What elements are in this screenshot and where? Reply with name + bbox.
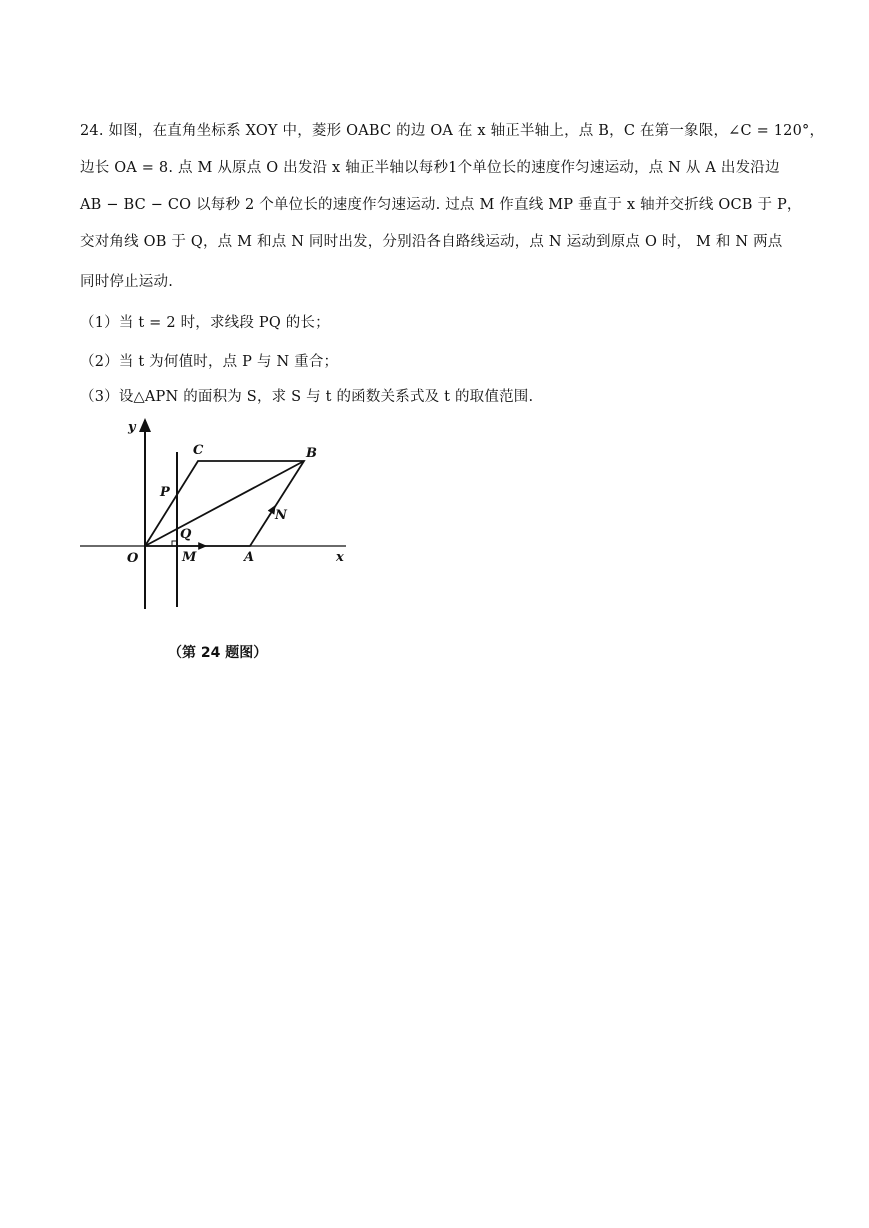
problem-line-1: 24. 如图，在直角坐标系 XOY 中，菱形 OABC 的边 OA 在 x 轴正半轴上，点 B，C 在第一象限，∠C = 120°， [80,123,825,139]
label-B: B [306,446,317,461]
label-O: O [127,551,139,566]
problem-line-3: AB − BC − CO 以每秒 2 个单位长的速度作匀速运动. 过点 M 作直线 MP 垂直于 x 轴并交折线 OCB 于 P， [80,197,802,213]
figure-caption: （第 24 题图） [168,645,268,661]
question-1: （1）当 t = 2 时，求线段 PQ 的长； [80,315,330,331]
problem-line-2: 边长 OA = 8. 点 M 从原点 O 出发沿 x 轴正半轴以每秒1个单位长的速度作匀速运动，点 N 从 A 出发沿边 [80,160,780,176]
diagonal-OB [145,461,304,546]
label-P: P [160,485,170,500]
question-2: （2）当 t 为何值时，点 P 与 N 重合； [80,354,339,370]
problem-line-5: 同时停止运动. [80,274,174,290]
problem-line-4: 交对角线 OB 于 Q，点 M 和点 N 同时出发，分别沿各自路线运动，点 N 运动到原点 O 时， M 和 N 两点 [80,234,783,250]
arrow-N [266,506,275,521]
label-M: M [182,550,197,565]
label-Q: Q [180,527,192,542]
label-x: x [336,550,344,565]
geometry-figure [76,414,366,624]
question-3: （3）设△APN 的面积为 S，求 S 与 t 的函数关系式及 t 的取值范围. [80,389,534,405]
figure-svg [76,414,366,624]
label-N: N [275,508,287,523]
label-y: y [128,420,136,435]
label-C: C [193,443,204,458]
label-A: A [244,550,255,565]
